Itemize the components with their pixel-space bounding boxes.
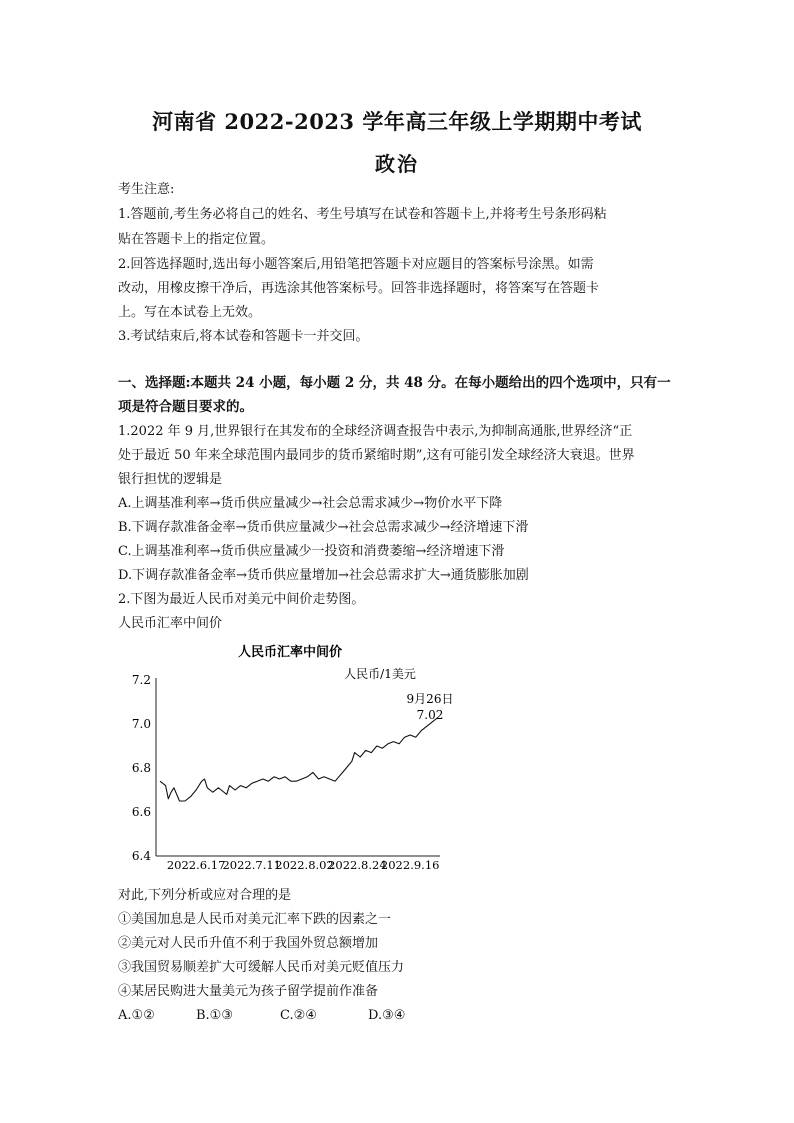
y-tick-label: 7.0: [131, 717, 151, 731]
chart-annotation-value: 7.02: [416, 708, 444, 722]
question-1-stem: 1.2022 年 9 月,世界银行在其发布的全球经济调查报告中表示,为抑制高通胀,世界经济“正: [118, 424, 633, 439]
notice-heading: 考生注意:: [118, 182, 175, 197]
question-2-choice-c: C.②④: [280, 1008, 317, 1023]
series-line-rmb-usd: [160, 717, 438, 801]
question-2-stem: 2.下图为最近人民币对美元中间价走势图。: [118, 592, 365, 607]
x-tick-label: 2022.7.11: [222, 858, 282, 870]
chart-title: 人民币汇率中间价: [237, 645, 343, 660]
x-tick-labels: [167, 858, 440, 870]
question-2-choice-b: B.①③: [196, 1008, 233, 1023]
chart-caption: 人民币汇率中间价: [118, 616, 223, 631]
y-tick-label: 6.8: [131, 761, 151, 775]
notice-line: 3.考试结束后,将本试卷和答题卡一并交回。: [118, 329, 369, 344]
notice-line: 改动，用橡皮擦干净后，再选涂其他答案标号。回答非选择题时，将答案写在答题卡: [118, 281, 600, 296]
section-heading-cont: 项是符合题目要求的。: [118, 399, 253, 415]
exam-title: 河南省 2022-2023 学年高三年级上学期期中考试: [152, 109, 642, 134]
y-tick-label: 7.2: [131, 673, 151, 687]
question-2-choice-a: A.①②: [118, 1008, 155, 1023]
question-2-item-3: ③我国贸易顺差扩大可缓解人民币对美元贬值压力: [118, 960, 405, 975]
question-1-stem: 处于最近 50 年来全球范围内最同步的货币紧缩时期”,这有可能引发全球经济大衰退。世界: [118, 448, 635, 463]
notice-line: 2.回答选择题时,选出每小题答案后,用铅笔把答题卡对应题目的答案标号涂黑。如需: [118, 257, 594, 272]
question-2-item-1: ①美国加息是人民币对美元汇率下跌的因素之一: [118, 912, 392, 927]
x-tick-label: 2022.9.16: [380, 858, 440, 870]
question-2-choice-d: D.③④: [368, 1008, 406, 1023]
chart-svg: [118, 640, 458, 870]
question-1-option-b: B.下调存款准备金率→货币供应量减少→社会总需求减少→经济增速下滑: [118, 520, 529, 535]
x-tick-label: 2022.6.17: [166, 858, 226, 870]
question-1-stem: 银行担忧的逻辑是: [118, 472, 223, 487]
chart-annotation-date: 9月26日: [406, 692, 454, 706]
x-tick-label: 2022.8.02: [275, 858, 334, 870]
question-1-option-a: A.上调基准利率→货币供应量减少→社会总需求减少→物价水平下降: [118, 496, 503, 511]
notice-line: 上。写在本试卷上无效。: [118, 305, 262, 320]
series-lines: [160, 717, 438, 801]
question-1-option-d: D.下调存款准备金率→货币供应量增加→社会总需求扩大→通货膨胀加剧: [118, 568, 529, 583]
question-2-item-2: ②美元对人民币升值不利于我国外贸总额增加: [118, 936, 379, 951]
y-tick-labels: [132, 673, 151, 863]
subject-title: 政治: [375, 152, 419, 176]
section-heading: 一、选择题:本题共 24 小题，每小题 2 分，共 48 分。在每小题给出的四个选项中，只有一: [118, 375, 671, 391]
question-1-option-c: C.上调基准利率→货币供应量减少一投资和消费萎缩→经济增速下滑: [118, 544, 505, 559]
x-tick-label: 2022.8.24: [328, 858, 387, 870]
y-tick-label: 6.6: [131, 805, 151, 819]
notice-line: 1.答题前,考生务必将自己的姓名、考生号填写在试卷和答题卡上,并将考生号条形码粘: [118, 207, 607, 222]
notice-line: 贴在答题卡上的指定位置。: [118, 232, 275, 247]
question-2-item-4: ④某居民购进大量美元为孩子留学提前作准备: [118, 984, 379, 999]
chart-unit-label: 人民币/1美元: [344, 667, 416, 681]
question-2-prompt: 对此,下列分析或应对合理的是: [118, 888, 292, 903]
y-tick-label: 6.4: [131, 849, 151, 863]
exchange-rate-chart: [118, 640, 458, 870]
